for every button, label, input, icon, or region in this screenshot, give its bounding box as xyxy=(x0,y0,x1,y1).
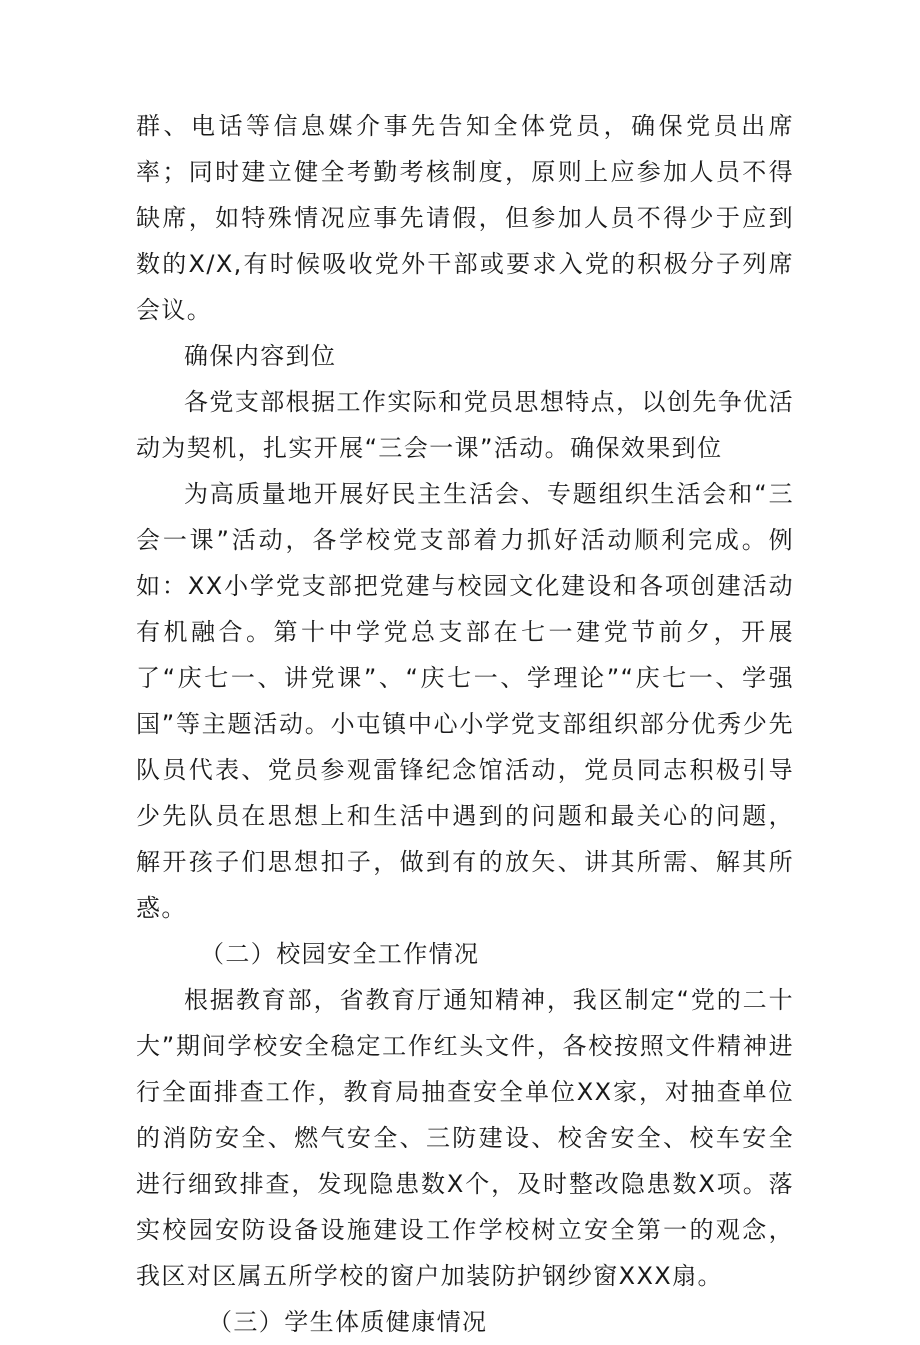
document-body xyxy=(136,103,794,1345)
paragraph-attendance: 群、电话等信息媒介事先告知全体党员，确保党员出席率；同时建立健全考勤考核制度，原则上应参加人员不得缺席，如特殊情况应事先请假，但参加人员不得少于应到数的X/X,有时候吸收党外干部或要求入党的积极分子列席会议。 xyxy=(136,112,794,324)
subheading-content-in-place: 确保内容到位 xyxy=(184,342,337,370)
paragraph-three-meetings: 各党支部根据工作实际和党员思想特点，以创先争优活动为契机，扎实开展“三会一课”活动。确保效果到位 xyxy=(136,388,794,462)
paragraph-effect-examples: 为高质量地开展好民主生活会、专题组织生活会和“三会一课”活动，各学校党支部着力抓好活动顺利完成。例如：XX小学党支部把党建与校园文化建设和各项创建活动有机融合。第十中学党总支部在七一建党节前夕，开展了“庆七一、讲党课”、“庆七一、学理论”“庆七一、学强国”等主题活动。小屯镇中心小学党支部组织部分优秀少先队员代表、党员参观雷锋纪念馆活动，党员同志积极引导少先队员在思想上和生活中遇到的问题和最关心的问题，解开孩子们思想扣子，做到有的放矢、讲其所需、解其所惑。 xyxy=(136,480,794,922)
section-heading-student-health: （三）学生体质健康情况 xyxy=(208,1308,488,1336)
section-heading-campus-safety: （二）校园安全工作情况 xyxy=(200,940,480,968)
paragraph-campus-safety: 根据教育部，省教育厅通知精神，我区制定“党的二十大”期间学校安全稳定工作红头文件，各校按照文件精神进行全面排查工作，教育局抽查安全单位XX家，对抽查单位的消防安全、燃气安全、三防建设、校舍安全、校车安全进行细致排查，发现隐患数X个，及时整改隐患数X项。落实校园安防设备设施建设工作学校树立安全第一的观念，我区对区属五所学校的窗户加装防护钢纱窗XXX扇。 xyxy=(136,986,794,1290)
